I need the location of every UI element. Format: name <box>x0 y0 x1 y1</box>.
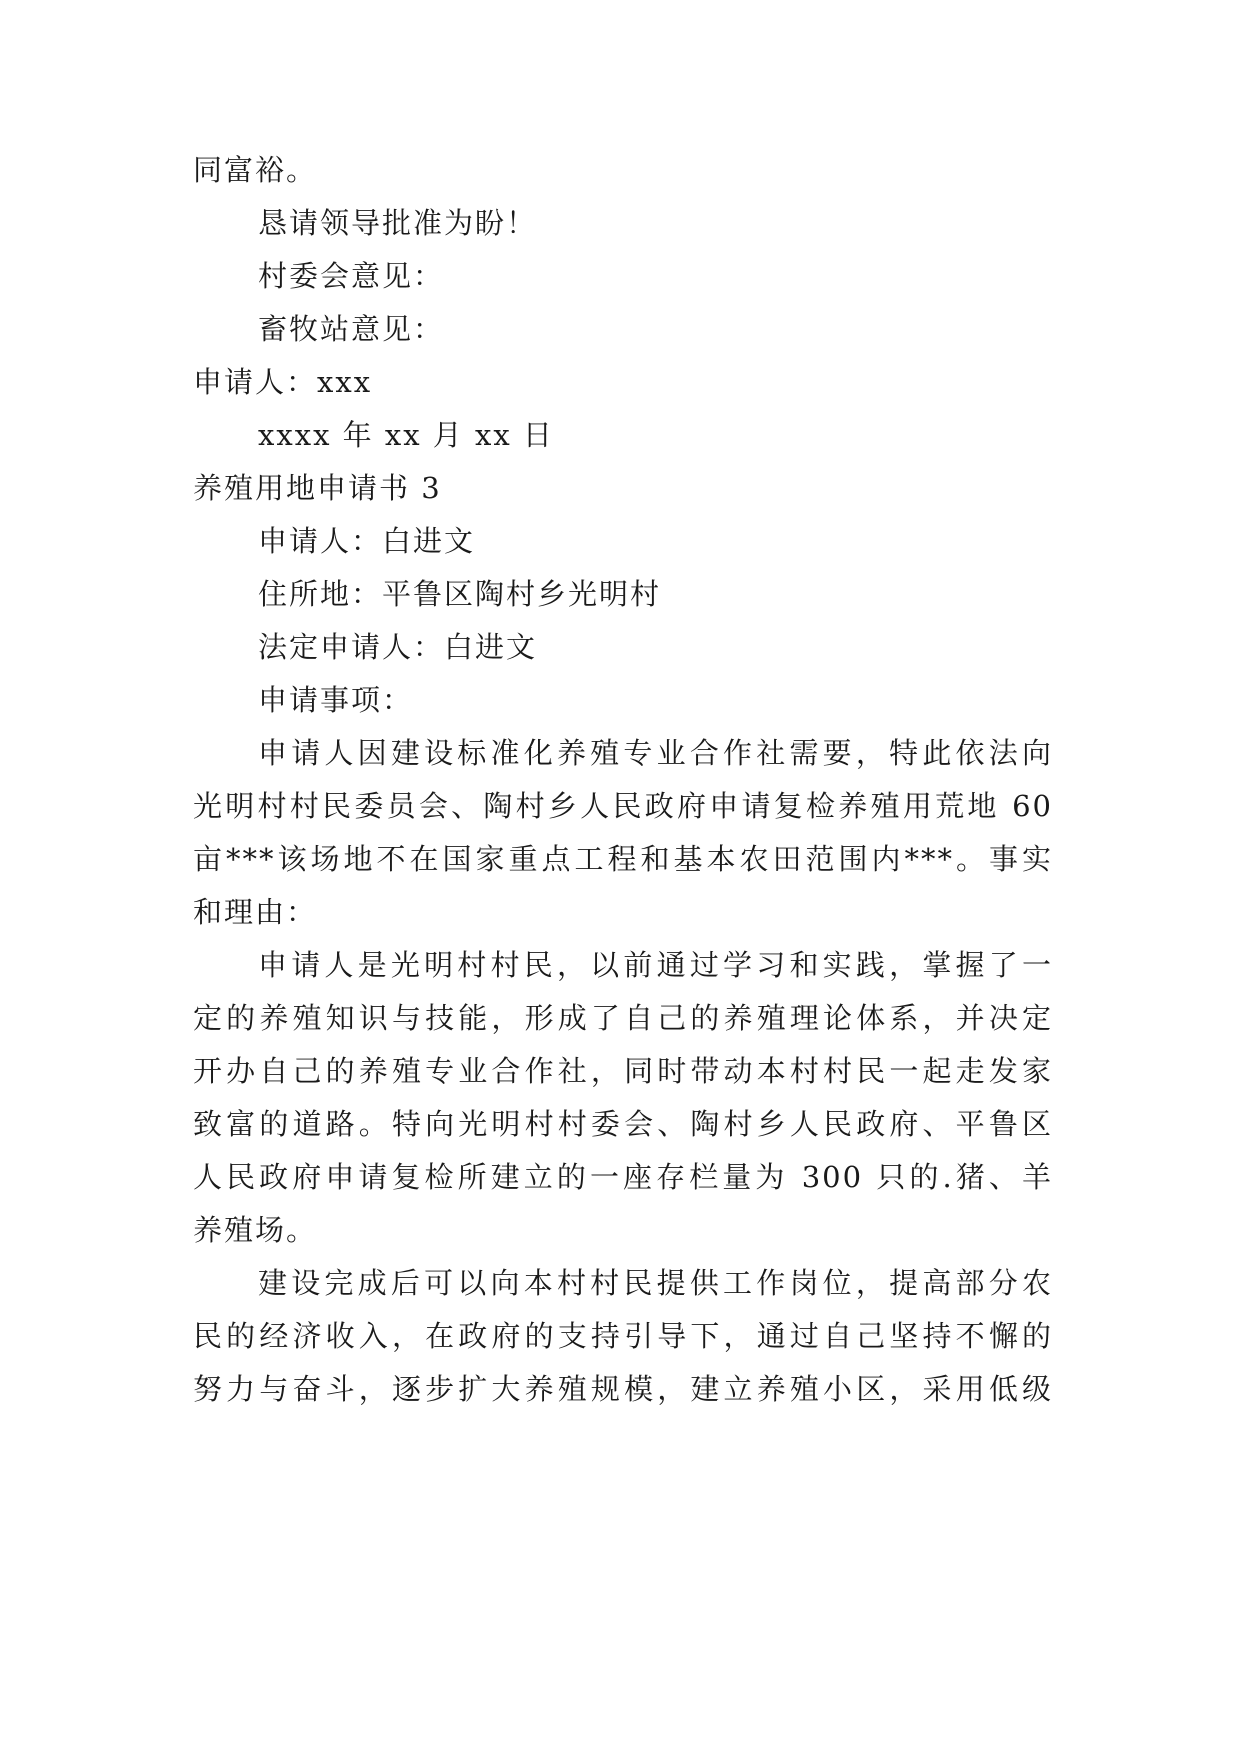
paragraph-line: 建设完成后可以向本村村民提供工作岗位，提高部分农 <box>258 1266 1053 1300</box>
paragraph-line: 申请人是光明村村民，以前通过学习和实践，掌握了一 <box>258 948 1053 982</box>
text-line: 同富裕。 <box>193 153 318 187</box>
text-line: 村委会意见： <box>258 259 445 293</box>
text-line: 畜牧站意见： <box>258 312 445 346</box>
text-line: 申请事项： <box>258 683 414 717</box>
paragraph-line: 努力与奋斗，逐步扩大养殖规模，建立养殖小区，采用低级 <box>193 1372 1053 1406</box>
paragraph-line: 定的养殖知识与技能，形成了自己的养殖理论体系，并决定 <box>193 1001 1053 1035</box>
text-line: 住所地：平鲁区陶村乡光明村 <box>258 577 662 611</box>
text-line: 申请人：白进文 <box>258 524 476 558</box>
section-title: 养殖用地申请书 3 <box>193 471 442 505</box>
paragraph-line: 养殖场。 <box>193 1213 318 1247</box>
text-line: 恳请领导批准为盼！ <box>258 206 538 240</box>
paragraph-line: 开办自己的养殖专业合作社，同时带动本村村民一起走发家 <box>193 1054 1053 1088</box>
paragraph-line: 民的经济收入，在政府的支持引导下，通过自己坚持不懈的 <box>193 1319 1053 1353</box>
paragraph-line: 致富的道路。特向光明村村委会、陶村乡人民政府、平鲁区 <box>193 1107 1053 1141</box>
paragraph-line: 亩***该场地不在国家重点工程和基本农田范围内***。事实 <box>193 842 1053 876</box>
paragraph-line: 人民政府申请复检所建立的一座存栏量为 300 只的.猪、羊 <box>193 1160 1053 1194</box>
paragraph-line: 申请人因建设标准化养殖专业合作社需要，特此依法向 <box>258 736 1053 770</box>
text-line: 法定申请人：白进文 <box>258 630 538 664</box>
applicant-line: 申请人：xxx <box>193 365 373 399</box>
paragraph-line: 光明村村民委员会、陶村乡人民政府申请复检养殖用荒地 60 <box>193 789 1053 823</box>
date-line: xxxx 年 xx 月 xx 日 <box>258 418 554 452</box>
paragraph-line: 和理由： <box>193 895 318 929</box>
